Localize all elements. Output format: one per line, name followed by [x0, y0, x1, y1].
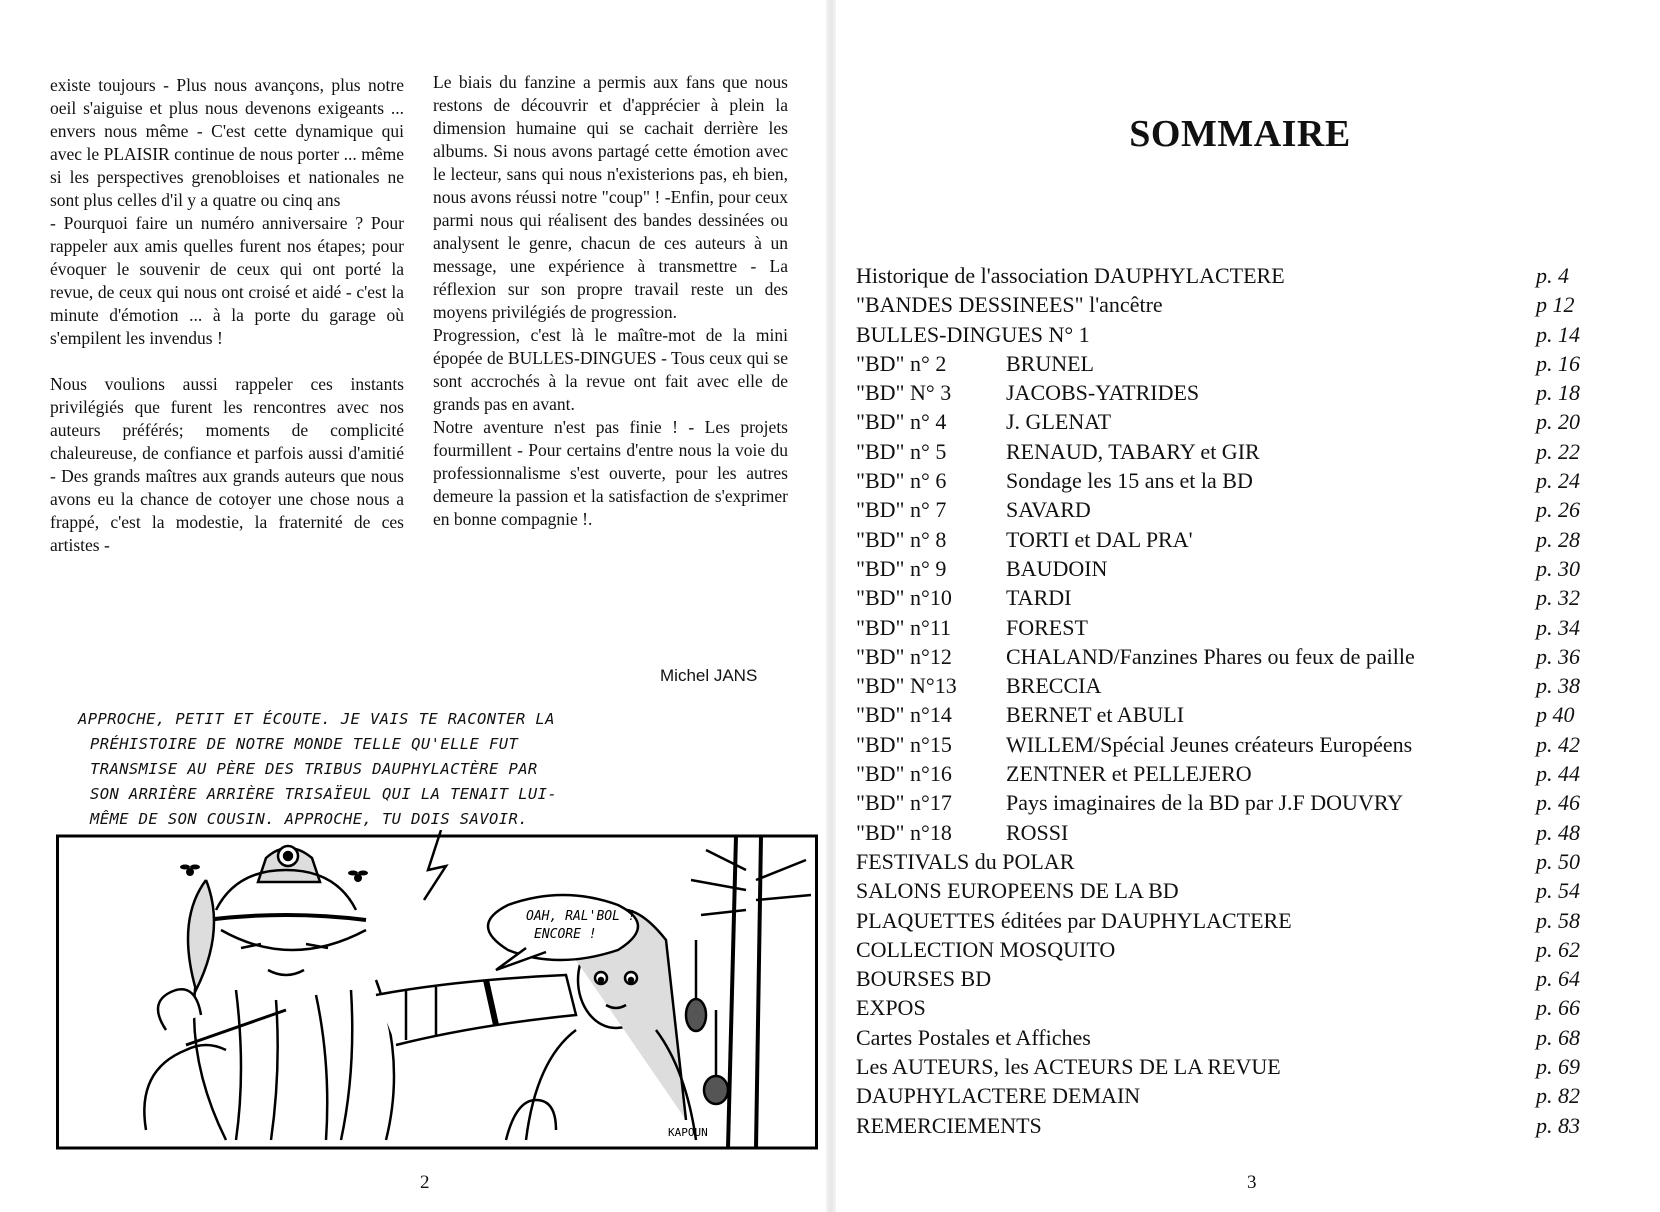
toc-page-ref: p. 48 — [1536, 819, 1580, 845]
toc-row — [856, 700, 1596, 729]
toc-entry-subject: Pays imaginaires de la BD par J.F DOUVRY — [1006, 790, 1404, 816]
toc-entry-subject: CHALAND/Fanzines Phares ou feux de paille — [1006, 643, 1415, 669]
toc-entry-subject: ROSSI — [1006, 819, 1069, 845]
toc-entry-title: "BD" n°15 — [856, 731, 952, 757]
paragraph: Progression, c'est là le maître-mot de la mini épopée de BULLES-DINGUES - Tous ceux qui se sont accrochés à la revue ont fait avec elle de grands pas en avant. — [433, 325, 788, 414]
toc-page-ref: p. 58 — [1536, 907, 1580, 933]
toc-page-ref: p 40 — [1536, 702, 1575, 728]
toc-entry-title: "BD" N°13 — [856, 673, 957, 699]
toc-entry-title: "BD" n°12 — [856, 643, 952, 669]
page-number-right: 3 — [1247, 1172, 1257, 1193]
toc-entry-subject: BERNET et ABULI — [1006, 702, 1185, 728]
author-signature: Michel JANS — [660, 666, 758, 685]
toc-entry-title: "BD" n° 4 — [856, 409, 947, 435]
toc-entry-title: Historique de l'association DAUPHYLACTERE — [856, 263, 1285, 288]
toc-page-ref: p. 28 — [1536, 526, 1580, 552]
toc-entry-title: DAUPHYLACTERE DEMAIN — [856, 1083, 1141, 1109]
toc-row — [856, 730, 1596, 759]
toc-page-ref: p. 26 — [1536, 497, 1580, 523]
toc-row — [856, 378, 1596, 407]
toc-page-ref: p. 30 — [1536, 555, 1580, 581]
toc-page-ref: p. 46 — [1536, 790, 1580, 816]
toc-entry-subject: BRUNEL — [1006, 350, 1094, 376]
table-of-contents — [856, 261, 1596, 1140]
toc-page-ref: p. 83 — [1536, 1112, 1580, 1138]
toc-page-ref: p. 69 — [1536, 1054, 1580, 1080]
text-column-right — [433, 71, 788, 531]
page-number-left: 2 — [420, 1172, 430, 1193]
toc-row — [856, 1052, 1596, 1081]
toc-row — [856, 554, 1596, 583]
toc-page-ref: p. 14 — [1536, 321, 1580, 347]
toc-page-ref: p. 64 — [1536, 966, 1580, 992]
paragraph: Notre aventure n'est pas finie ! - Les projets fourmillent - Pour certains d'entre nous la voie du professionnalisme s'est ouverte, pour les autres demeure la passion et la satisfaction de s'exprimer en bonne compagnie !. — [433, 417, 788, 529]
toc-entry-subject: RENAUD, TABARY et GIR — [1006, 438, 1260, 464]
toc-page-ref: p. 38 — [1536, 673, 1580, 699]
toc-entry-title: "BD" n° 6 — [856, 468, 947, 494]
paragraph: - Pourquoi faire un numéro anniversaire ? Pour rappeler aux amis quelles furent nos étapes; pour évoquer le souvenir de ceux qui ont porté la revue, de ceux qui nous ont croisé et aidé - c'est la minute d'émotion ... à la porte du garage où s'empilent les invendus ! — [50, 213, 404, 348]
toc-row — [856, 320, 1596, 349]
toc-entry-subject: WILLEM/Spécial Jeunes créateurs Européens — [1006, 731, 1413, 757]
toc-entry-subject: J. GLENAT — [1006, 409, 1112, 435]
toc-entry-subject: Sondage les 15 ans et la BD — [1006, 468, 1253, 494]
toc-row — [856, 642, 1596, 671]
toc-entry-title: BOURSES BD — [856, 966, 992, 992]
toc-page-ref: p. 16 — [1536, 350, 1580, 376]
toc-entry-subject: TARDI — [1006, 585, 1072, 611]
toc-row — [856, 495, 1596, 524]
toc-row — [856, 847, 1596, 876]
toc-page-ref: p. 42 — [1536, 731, 1580, 757]
paragraph: existe toujours - Plus nous avançons, plus notre oeil s'aiguise et plus nous devenons exigeants ... envers nous même - C'est cette dynamique qui avec le PLAISIR continue de nous porter ... même si les perspectives grenobloises et nationales ne sont plus celles d'il y a quatre ou cinq ans — [50, 75, 404, 210]
toc-entry-subject: SAVARD — [1006, 497, 1091, 523]
artist-signature: KAPOUN — [668, 1126, 708, 1139]
toc-row — [856, 466, 1596, 495]
text-column-left — [50, 74, 404, 557]
toc-entry-subject: TORTI et DAL PRA' — [1006, 526, 1193, 552]
toc-entry-title: "BD" N° 3 — [856, 380, 952, 406]
toc-entry-title: Cartes Postales et Affiches — [856, 1024, 1091, 1050]
toc-row — [856, 1081, 1596, 1110]
toc-page-ref: p. 44 — [1536, 761, 1580, 787]
caption-line: PRÉHISTOIRE DE NOTRE MONDE TELLE QU'ELLE FUT — [90, 735, 519, 753]
toc-row — [856, 818, 1596, 847]
toc-entry-subject: BAUDOIN — [1006, 555, 1108, 581]
toc-row — [856, 1023, 1596, 1052]
toc-entry-title: PLAQUETTES éditées par DAUPHYLACTERE — [856, 907, 1292, 933]
toc-page-ref: p. 34 — [1536, 614, 1580, 640]
toc-entry-title: "BD" n°10 — [856, 585, 952, 611]
toc-page-ref: p. 24 — [1536, 468, 1580, 494]
toc-page-ref: p. 18 — [1536, 380, 1580, 406]
toc-row — [856, 935, 1596, 964]
toc-row — [856, 261, 1596, 290]
toc-entry-title: EXPOS — [856, 995, 926, 1021]
toc-entry-title: "BANDES DESSINEES" l'ancêtre — [856, 292, 1163, 318]
toc-entry-title: FESTIVALS du POLAR — [856, 848, 1075, 874]
comic-panel-illustration — [56, 830, 818, 1150]
toc-row — [856, 407, 1596, 436]
toc-page-ref: p. 36 — [1536, 643, 1580, 669]
toc-row — [856, 525, 1596, 554]
toc-row — [856, 290, 1596, 319]
toc-entry-title: BULLES-DINGUES N° 1 — [856, 321, 1090, 347]
toc-entry-subject: JACOBS-YATRIDES — [1006, 380, 1200, 406]
toc-row — [856, 788, 1596, 817]
toc-entry-title: "BD" n° 9 — [856, 555, 947, 581]
toc-page-ref: p. 50 — [1536, 848, 1580, 874]
toc-entry-title: "BD" n°18 — [856, 819, 952, 845]
toc-entry-title: "BD" n°16 — [856, 761, 952, 787]
toc-row — [856, 906, 1596, 935]
toc-page-ref: p. 54 — [1536, 878, 1580, 904]
toc-page-ref: p 12 — [1536, 292, 1575, 318]
toc-entry-subject: FOREST — [1006, 614, 1088, 640]
toc-entry-title: COLLECTION MOSQUITO — [856, 936, 1116, 962]
toc-page-ref: p. 20 — [1536, 409, 1580, 435]
toc-row — [856, 993, 1596, 1022]
toc-entry-title: SALONS EUROPEENS DE LA BD — [856, 878, 1179, 904]
bubble-line-1: OAH, RAL'BOL ! — [526, 909, 636, 924]
toc-row — [856, 437, 1596, 466]
book-gutter — [826, 0, 836, 1212]
toc-page-ref: p. 22 — [1536, 438, 1580, 464]
toc-entry-title: "BD" n°14 — [856, 702, 952, 728]
toc-row — [856, 1111, 1596, 1140]
toc-page-ref: p. 68 — [1536, 1024, 1580, 1050]
toc-entry-title: "BD" n° 8 — [856, 526, 947, 552]
toc-page-ref: p. 66 — [1536, 995, 1580, 1021]
toc-page-ref: p. 32 — [1536, 585, 1580, 611]
toc-entry-title: "BD" n°11 — [856, 614, 952, 640]
toc-entry-title: "BD" n° 5 — [856, 438, 947, 464]
caption-line: SON ARRIÈRE ARRIÈRE TRISAÏEUL QUI LA TENAIT LUI- — [90, 785, 558, 803]
toc-page-ref: p. 62 — [1536, 936, 1580, 962]
toc-entry-title: "BD" n° 2 — [856, 350, 947, 376]
toc-row — [856, 876, 1596, 905]
paragraph: Le biais du fanzine a permis aux fans que nous restons de découvrir et d'apprécier à plein la dimension humaine qui se cachait derrière les albums. Si nous avons partagé cette émotion avec le lecteur, sans qui nous n'existerions pas, eh bien, nous avons réussi notre "coup" ! -Enfin, pour ceux parmi nous qui réalisent des bandes dessinées ou analysent le genre, chacun de ces auteurs à un message, une expérience à transmettre - La réflexion sur son propre travail reste un des moyens privilégiés de progression. — [433, 72, 788, 322]
toc-entry-subject: BRECCIA — [1006, 673, 1102, 699]
toc-entry-title: "BD" n°17 — [856, 790, 952, 816]
caption-line: APPROCHE, PETIT ET ÉCOUTE. JE VAIS TE RACONTER LA — [78, 710, 555, 728]
paragraph: Nous voulions aussi rappeler ces instants privilégiés que furent les rencontres avec nos auteurs préférés; moments de complicité chaleureuse, de confiance et parfois aussi d'amitié - Des grands maîtres aux grands auteurs que nous avons eu la chance de cotoyer une chose nous a frappé, c'est la modestie, la fraternité de ces artistes - — [50, 374, 404, 555]
toc-page-ref: p. 4 — [1536, 263, 1569, 288]
comic-caption — [78, 707, 638, 832]
page-title: SOMMAIRE — [1129, 113, 1351, 155]
toc-entry-title: Les AUTEURS, les ACTEURS DE LA REVUE — [856, 1054, 1281, 1080]
toc-entry-subject: ZENTNER et PELLEJERO — [1006, 761, 1252, 787]
toc-row — [856, 613, 1596, 642]
toc-row — [856, 583, 1596, 612]
toc-row — [856, 759, 1596, 788]
toc-row — [856, 964, 1596, 993]
toc-page-ref: p. 82 — [1536, 1083, 1580, 1109]
toc-entry-title: "BD" n° 7 — [856, 497, 947, 523]
caption-line: TRANSMISE AU PÈRE DES TRIBUS DAUPHYLACTÈRE PAR — [90, 760, 538, 778]
toc-row — [856, 671, 1596, 700]
caption-line: MÊME DE SON COUSIN. APPROCHE, TU DOIS SAVOIR. — [90, 810, 528, 828]
toc-entry-title: REMERCIEMENTS — [856, 1112, 1042, 1138]
bubble-line-2: ENCORE ! — [534, 927, 597, 942]
toc-row — [856, 349, 1596, 378]
